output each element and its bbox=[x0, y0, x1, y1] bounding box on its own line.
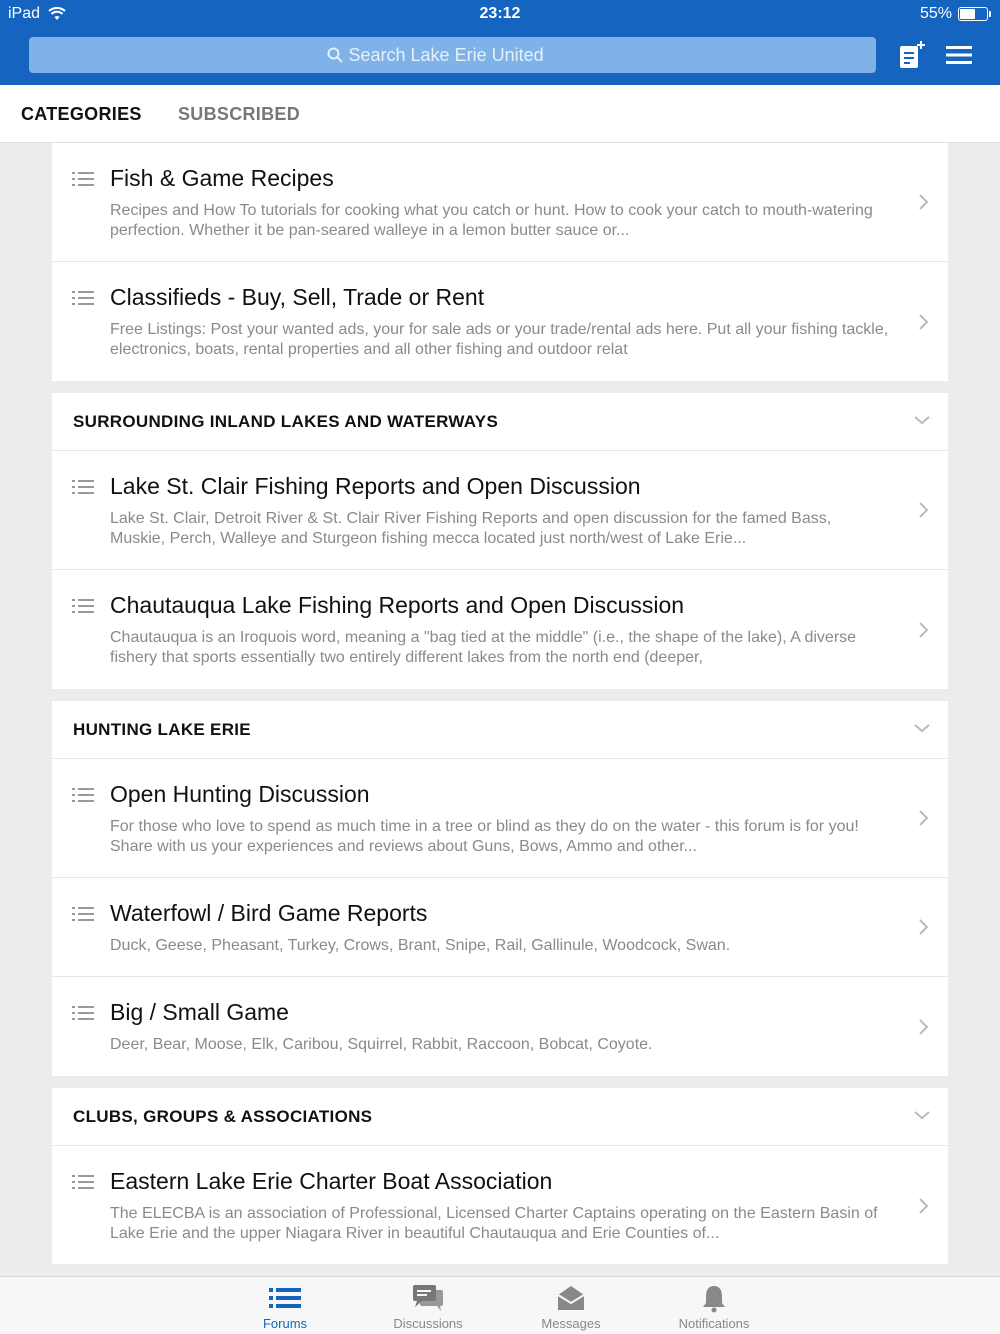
bottom-navigation bbox=[0, 1276, 1000, 1334]
section-header[interactable] bbox=[52, 393, 948, 451]
forum-description: Free Listings: Post your wanted ads, your for sale ads or your trade/rental ads here. Put all your fishing tackle, electronics, boats, rental properties and all other fishing and outdoor relat bbox=[110, 321, 889, 358]
nav-notifications[interactable] bbox=[654, 1277, 774, 1334]
forum-row[interactable] bbox=[52, 759, 948, 878]
list-icon bbox=[72, 290, 94, 306]
section-header[interactable] bbox=[52, 1088, 948, 1146]
hamburger-menu-button[interactable] bbox=[944, 42, 974, 68]
status-right bbox=[920, 5, 988, 23]
forum-title: Eastern Lake Erie Charter Boat Association bbox=[110, 1168, 553, 1194]
forum-title: Waterfowl / Bird Game Reports bbox=[110, 900, 428, 926]
forum-row[interactable] bbox=[52, 878, 948, 977]
list-icon bbox=[268, 1283, 302, 1313]
chevron-right-icon bbox=[918, 502, 928, 518]
chevron-down-icon bbox=[914, 1110, 930, 1120]
device-name: iPad bbox=[8, 5, 41, 22]
section-title: HUNTING LAKE ERIE bbox=[73, 720, 251, 739]
nav-forums[interactable] bbox=[225, 1277, 345, 1334]
forum-description: Chautauqua is an Iroquois word, meaning a "bag tied at the middle" (i.e., the shape of the lake), A diverse fishery that sports essentially two entirely different lakes from the north end (deeper, bbox=[110, 629, 857, 666]
nav-label: Notifications bbox=[678, 1316, 750, 1331]
nav-label: Forums bbox=[262, 1316, 308, 1331]
list-icon bbox=[72, 479, 94, 495]
chevron-down-icon bbox=[914, 415, 930, 425]
tab-bar bbox=[0, 85, 1000, 143]
section-hunting bbox=[52, 701, 948, 1076]
list-icon bbox=[72, 598, 94, 614]
nav-label: Discussions bbox=[393, 1316, 463, 1331]
forum-title: Chautauqua Lake Fishing Reports and Open Discussion bbox=[110, 592, 685, 618]
bell-icon bbox=[697, 1283, 731, 1313]
battery-percent: 55% bbox=[919, 5, 952, 22]
forum-row[interactable] bbox=[52, 143, 948, 262]
section-inland-lakes bbox=[52, 393, 948, 689]
chevron-down-icon bbox=[914, 723, 930, 733]
forum-description: For those who love to spend as much time in a tree or blind as they do on the water - this forum is for you! Share with us your experiences and reviews about Guns, Bows, Ammo and other... bbox=[110, 818, 859, 855]
chevron-right-icon bbox=[918, 1198, 928, 1214]
chevron-right-icon bbox=[918, 194, 928, 210]
status-time: 23:12 bbox=[479, 5, 521, 22]
chevron-right-icon bbox=[918, 810, 928, 826]
chat-bubbles-icon bbox=[411, 1283, 445, 1313]
section-header[interactable] bbox=[52, 701, 948, 759]
battery-fill bbox=[960, 9, 975, 19]
section-title: SURROUNDING INLAND LAKES AND WATERWAYS bbox=[73, 412, 499, 431]
list-icon bbox=[72, 1005, 94, 1021]
nav-discussions[interactable] bbox=[368, 1277, 488, 1334]
forum-row[interactable] bbox=[52, 1146, 948, 1264]
envelope-icon bbox=[554, 1283, 588, 1313]
nav-label: Messages bbox=[541, 1316, 601, 1331]
list-icon bbox=[72, 787, 94, 803]
chevron-right-icon bbox=[918, 622, 928, 638]
forum-description: Recipes and How To tutorials for cooking what you catch or hunt. How to cook your catch to mouth-watering perfection. Whether it be pan-seared walleye in a lemon butter sauce or... bbox=[110, 202, 873, 239]
forum-title: Classifieds - Buy, Sell, Trade or Rent bbox=[110, 284, 485, 310]
list-icon bbox=[72, 1174, 94, 1190]
nav-messages[interactable] bbox=[511, 1277, 631, 1334]
chevron-right-icon bbox=[918, 1019, 928, 1035]
status-bar bbox=[0, 0, 1000, 28]
new-post-button[interactable] bbox=[896, 40, 926, 70]
forum-title: Fish & Game Recipes bbox=[110, 165, 334, 191]
forum-description: Deer, Bear, Moose, Elk, Caribou, Squirrel, Rabbit, Raccoon, Bobcat, Coyote. bbox=[110, 1036, 653, 1053]
forum-row[interactable] bbox=[52, 570, 948, 689]
forum-row[interactable] bbox=[52, 977, 948, 1076]
forum-title: Open Hunting Discussion bbox=[110, 781, 370, 807]
tab-categories[interactable]: CATEGORIES bbox=[21, 104, 142, 124]
battery-icon bbox=[958, 7, 988, 21]
forum-description: The ELECBA is an association of Professional, Licensed Charter Captains operating on the Eastern Basin of Lake Erie and the upper Niagara River in beautiful Chautauqua and Erie Counties of... bbox=[110, 1205, 878, 1242]
section-clubs bbox=[52, 1088, 948, 1264]
chevron-right-icon bbox=[918, 314, 928, 330]
forum-description: Lake St. Clair, Detroit River & St. Clair River Fishing Reports and open discussion for the famed Bass, Muskie, Perch, Walleye and Sturgeon fishing mecca located just north/west of Lake Erie... bbox=[110, 510, 832, 547]
search-input[interactable] bbox=[349, 45, 579, 66]
list-icon bbox=[72, 906, 94, 922]
forum-title: Lake St. Clair Fishing Reports and Open Discussion bbox=[110, 473, 641, 499]
tab-subscribed[interactable]: SUBSCRIBED bbox=[178, 104, 301, 124]
top-app-bar bbox=[0, 0, 1000, 85]
chevron-right-icon bbox=[918, 919, 928, 935]
forum-row[interactable] bbox=[52, 451, 948, 570]
forum-description: Duck, Geese, Pheasant, Turkey, Crows, Brant, Snipe, Rail, Gallinule, Woodcock, Swan. bbox=[110, 937, 731, 954]
search-icon bbox=[327, 47, 343, 63]
search-bar[interactable] bbox=[29, 37, 876, 73]
list-icon bbox=[72, 171, 94, 187]
forum-title: Big / Small Game bbox=[110, 999, 289, 1025]
forum-panel-top bbox=[52, 143, 948, 381]
section-title: CLUBS, GROUPS & ASSOCIATIONS bbox=[73, 1107, 373, 1126]
forum-row[interactable] bbox=[52, 262, 948, 381]
